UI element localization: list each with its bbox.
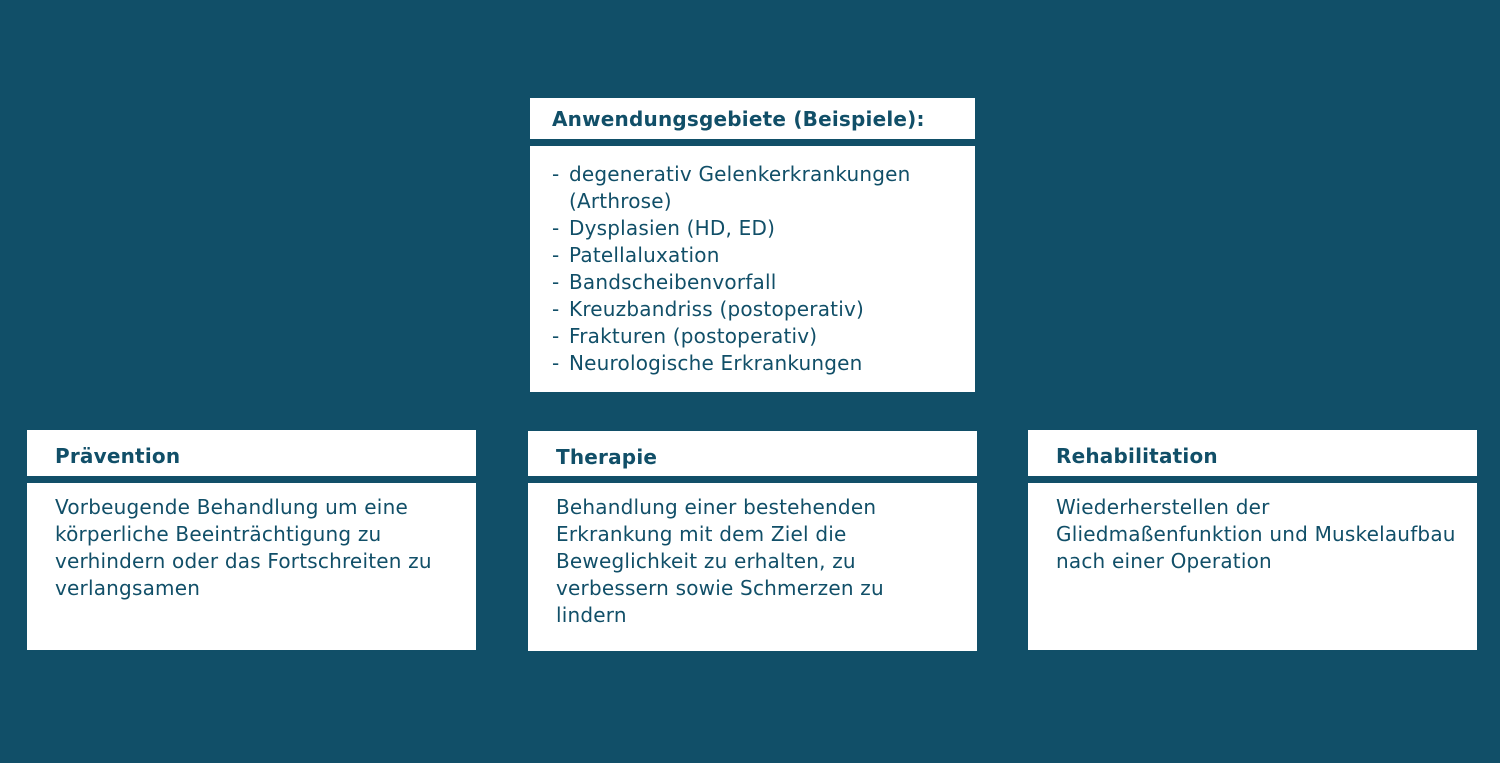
list-bullet: - [552,243,560,267]
applications-list-item-label: Neurologische Erkrankungen [569,351,863,375]
applications-title: Anwendungsgebiete (Beispiele): [552,107,925,131]
prevention-title-box [27,430,476,476]
list-bullet: - [552,351,560,375]
applications-list-item [552,296,975,323]
applications-title-box [530,98,975,139]
therapy-title: Therapie [556,445,658,469]
applications-list-item [552,242,975,269]
list-bullet: - [552,297,560,321]
applications-list-item-label: Dysplasien (HD, ED) [569,216,776,240]
applications-list-item [552,350,975,377]
rehabilitation-text-box [1028,483,1477,650]
rehabilitation-text: Wiederherstellen der Gliedmaßenfunktion und Muskelaufbau nach einer Operation [1056,495,1456,573]
applications-list [552,161,975,377]
applications-list-item [552,215,975,242]
list-bullet: - [552,216,560,240]
rehabilitation-title: Rehabilitation [1056,444,1218,468]
applications-list-item [552,161,975,215]
applications-list-box [530,146,975,392]
prevention-title: Prävention [55,444,181,468]
therapy-title-box [528,431,977,476]
applications-list-item [552,323,975,350]
applications-list-item-label: Patellaluxation [569,243,720,267]
therapy-text-box [528,483,977,651]
list-bullet: - [552,270,560,294]
applications-list-item [552,269,975,296]
therapy-text: Behandlung einer bestehenden Erkrankung mit dem Ziel die Beweglichkeit zu erhalten, zu verbessern sowie Schmerzen zu lindern [556,495,884,627]
list-bullet: - [552,162,560,186]
list-bullet: - [552,324,560,348]
prevention-text: Vorbeugende Behandlung um eine körperliche Beeinträchtigung zu verhindern oder das Fortschreiten zu verlangsamen [55,495,432,600]
applications-list-item-label: degenerativ Gelenkerkrankungen (Arthrose) [569,162,911,213]
applications-list-item-label: Kreuzbandriss (postoperativ) [569,297,865,321]
applications-list-item-label: Frakturen (postoperativ) [569,324,818,348]
prevention-text-box [27,483,476,650]
rehabilitation-title-box [1028,430,1477,476]
applications-list-item-label: Bandscheibenvorfall [569,270,777,294]
